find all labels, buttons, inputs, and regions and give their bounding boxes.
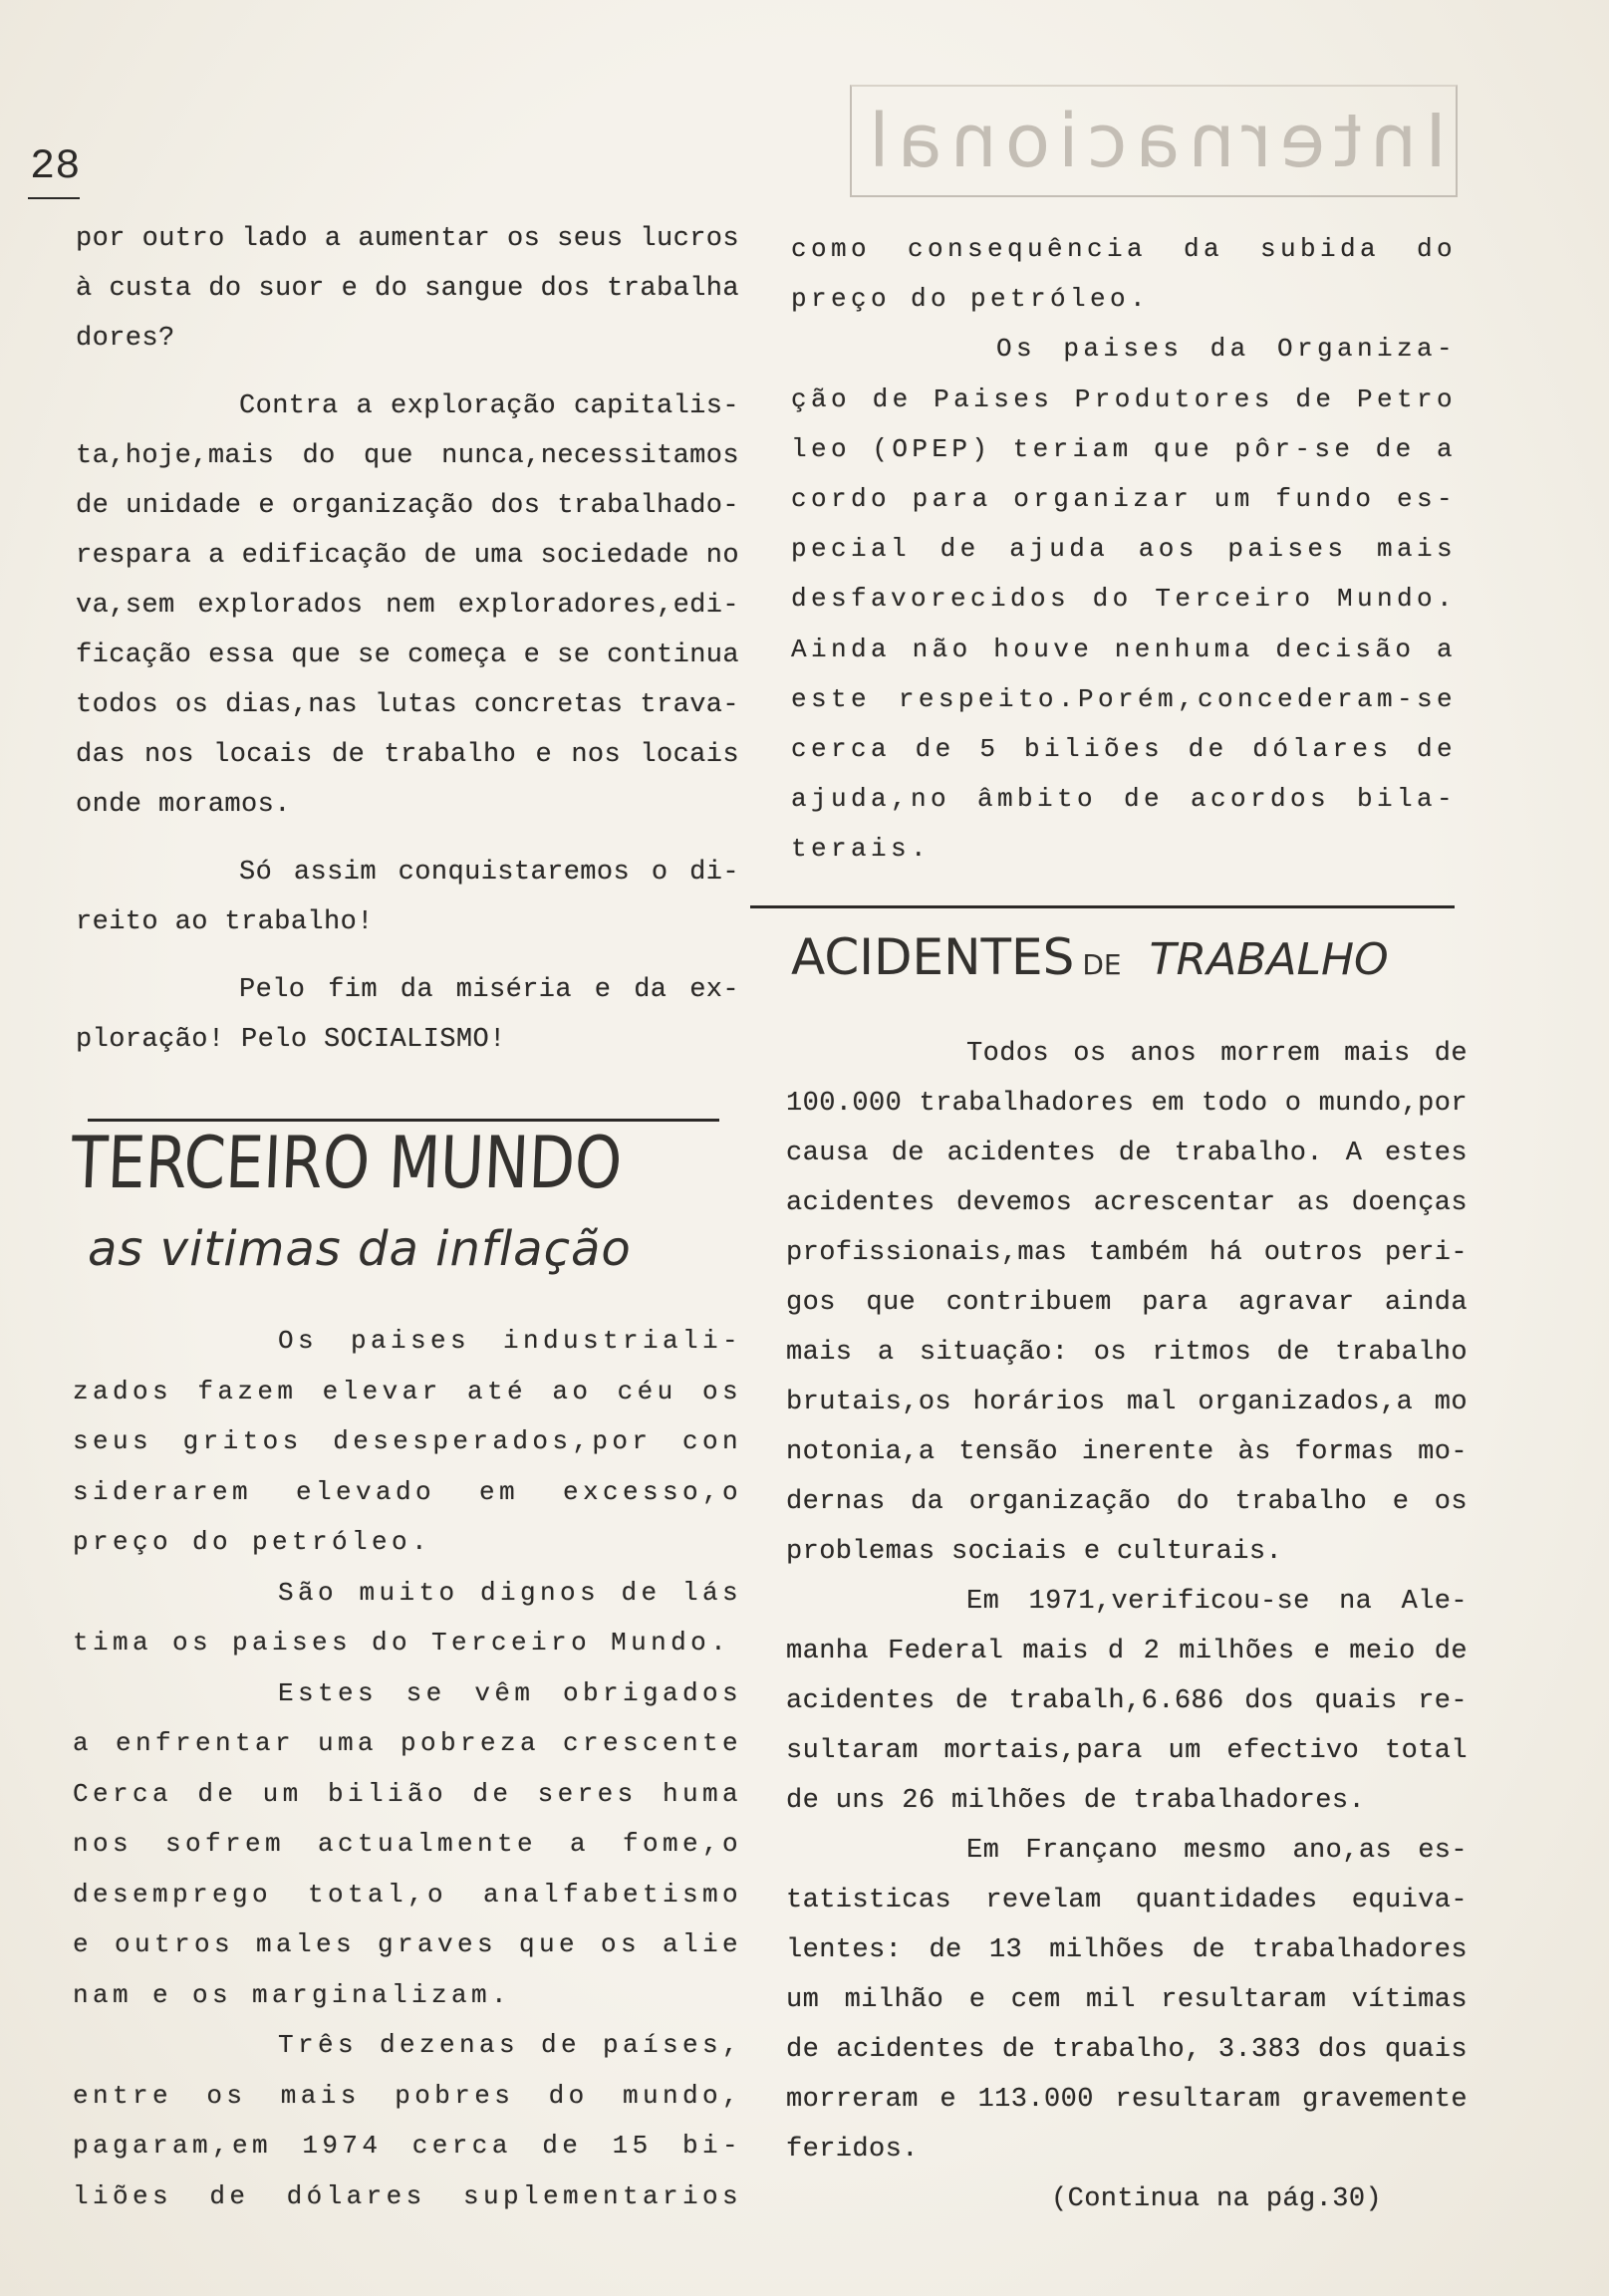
text-line: va,sem explorados nem exploradores,edi- <box>76 591 739 621</box>
text-line: gos que contribuem para agravar ainda <box>786 1288 1468 1318</box>
paragraph <box>73 1568 742 1668</box>
text-line: cordo para organizar um fundo es- <box>791 484 1457 515</box>
page-number: 28 <box>30 142 81 190</box>
text-line: zados fazem elevar até ao céu os <box>73 1376 742 1406</box>
text-line: ção de Paises Produtores de Petro <box>791 383 1457 414</box>
text-line: pecial de ajuda aos paises mais <box>791 534 1457 565</box>
text-line: entre os mais pobres do mundo, <box>73 2080 742 2111</box>
text-line: leo (OPEP) teriam que pôr-se de a <box>791 433 1457 464</box>
text-line: Cerca de um bilião de seres huma <box>73 1778 742 1809</box>
text-line: Em Françano mesmo ano,as es- <box>966 1836 1468 1866</box>
text-line: terais. <box>791 834 932 865</box>
text-line: a enfrentar uma pobreza crescente <box>73 1728 742 1758</box>
text-line: à custa do suor e do sangue dos trabalha <box>76 274 739 304</box>
paragraph <box>73 2020 742 2221</box>
text-line: problemas sociais e culturais. <box>786 1537 1283 1567</box>
text-line: sultaram mortais,para um efectivo total <box>786 1736 1468 1766</box>
title-word: ACIDENTES <box>791 928 1075 986</box>
text-line: siderarem elevado em excesso,o <box>73 1476 742 1507</box>
text-line: preço do petróleo. <box>73 1527 432 1557</box>
text-line: cerca de 5 biliões de dólares de <box>791 734 1457 765</box>
text-line: lentes: de 13 milhões de trabalhadores <box>786 1935 1468 1965</box>
text-line: de uns 26 milhões de trabalhadores. <box>786 1786 1366 1816</box>
text-line: este respeito.Porém,concederam-se <box>791 683 1457 714</box>
text-line: nos sofrem actualmente a fome,o <box>73 1829 742 1859</box>
paragraph <box>786 1826 1468 2174</box>
paragraph <box>791 224 1457 324</box>
paragraph <box>76 214 739 364</box>
text-line: das nos locais de trabalho e nos locais <box>76 740 739 770</box>
text-line: e outros males graves que os alie <box>73 1929 742 1959</box>
terceiro-mundo-continued-text <box>791 224 1457 875</box>
text-line: ploração! Pelo SOCIALISMO! <box>76 1025 506 1055</box>
text-line: São muito dignos de lás <box>278 1577 742 1608</box>
acidentes-article <box>786 1029 1468 2224</box>
stamp-text: Internacional <box>861 98 1447 184</box>
text-line: tatisticas revelam quantidades equiva- <box>786 1886 1468 1915</box>
text-line: como consequência da subida do <box>791 234 1457 264</box>
title-word: DE <box>1082 948 1122 981</box>
text-line: reito ao trabalho! <box>76 907 374 937</box>
text-line: pagaram,em 1974 cerca de 15 bi- <box>73 2131 742 2161</box>
section-divider <box>750 905 1455 908</box>
left-intro-text <box>76 214 739 1065</box>
paragraph <box>786 1029 1468 1577</box>
text-line: Contra a exploração capitalis- <box>239 391 739 421</box>
text-line: por outro lado a aumentar os seus lucros <box>76 224 739 254</box>
text-line: 100.000 trabalhadores em todo o mundo,por <box>786 1089 1468 1119</box>
text-line: mais a situação: os ritmos de trabalho <box>786 1338 1468 1368</box>
text-line: Os paises industriali- <box>278 1326 742 1356</box>
paragraph <box>76 382 739 830</box>
text-line: desemprego total,o analfabetismo <box>73 1879 742 1910</box>
text-line: Só assim conquistaremos o di- <box>239 858 739 888</box>
text-line: de acidentes de trabalho, 3.383 dos quais <box>786 2035 1468 2065</box>
paragraph <box>791 324 1457 874</box>
text-line: causa de acidentes de trabalho. A estes <box>786 1139 1468 1168</box>
text-line: seus gritos desesperados,por con <box>73 1426 742 1456</box>
title-word: TRABALHO <box>1149 934 1389 985</box>
paragraph <box>786 1577 1468 1826</box>
text-line: liões de dólares suplementarios <box>73 2180 742 2211</box>
text-line: Os paises da Organiza- <box>996 334 1457 365</box>
text-line: dernas da organização do trabalho e os <box>786 1487 1468 1517</box>
text-line: respara a edificação de uma sociedade no <box>76 541 739 571</box>
text-line: acidentes de trabalh,6.686 dos quais re- <box>786 1686 1468 1716</box>
text-line: notonia,a tensão inerente às formas mo- <box>786 1437 1468 1467</box>
text-line: Em 1971,verificou-se na Ale- <box>966 1587 1468 1617</box>
text-line: onde moramos. <box>76 790 291 820</box>
text-line: preço do petróleo. <box>791 284 1151 315</box>
paragraph <box>73 1316 742 1568</box>
paragraph <box>76 965 739 1065</box>
text-line: profissionais,mas também há outros peri- <box>786 1238 1468 1268</box>
text-line: acidentes devemos acrescentar as doenças <box>786 1188 1468 1218</box>
terceiro-mundo-text <box>73 1316 742 2221</box>
text-line: nam e os marginalizam. <box>73 1979 512 2010</box>
text-line: desfavorecidos do Terceiro Mundo. <box>791 584 1457 615</box>
text-line: ta,hoje,mais do que nunca,necessitamos <box>76 441 739 471</box>
paragraph <box>73 1668 742 2021</box>
text-line: Pelo fim da miséria e da ex- <box>239 975 739 1005</box>
article-title-terceiro-mundo: TERCEIRO MUNDO <box>69 1122 625 1205</box>
article-subtitle: as vitimas da inflação <box>88 1221 632 1277</box>
stamp <box>850 85 1458 197</box>
text-line: Ainda não houve nenhuma decisão a <box>791 634 1457 664</box>
text-line: manha Federal mais d 2 milhões e meio de <box>786 1637 1468 1666</box>
text-line: ficação essa que se começa e se continua <box>76 640 739 670</box>
text-line: todos os dias,nas lutas concretas trava- <box>76 690 739 720</box>
text-line: um milhão e cem mil resultaram vítimas <box>786 1985 1468 2015</box>
text-line: tima os paises do Terceiro Mundo. <box>73 1628 731 1658</box>
paragraph <box>76 848 739 947</box>
text-line: brutais,os horários mal organizados,a mo <box>786 1388 1468 1417</box>
text-line: Três dezenas de países, <box>278 2030 742 2060</box>
text-line: ajuda,no âmbito de acordos bila- <box>791 784 1457 815</box>
text-line: dores? <box>76 324 175 354</box>
text-line: Todos os anos morrem mais de <box>966 1039 1468 1069</box>
acidentes-de-trabalho-text <box>786 1029 1468 2174</box>
continuation-note: (Continua na pág.30) <box>1051 2184 1383 2214</box>
text-line: Estes se vêm obrigados <box>278 1677 742 1708</box>
text-line: de unidade e organização dos trabalhado- <box>76 491 739 521</box>
text-line: feridos. <box>786 2135 919 2165</box>
text-line: morreram e 113.000 resultaram gravemente <box>786 2085 1468 2115</box>
article-title-acidentes-de-trabalho <box>791 928 1389 986</box>
page-number-underline <box>28 197 80 199</box>
